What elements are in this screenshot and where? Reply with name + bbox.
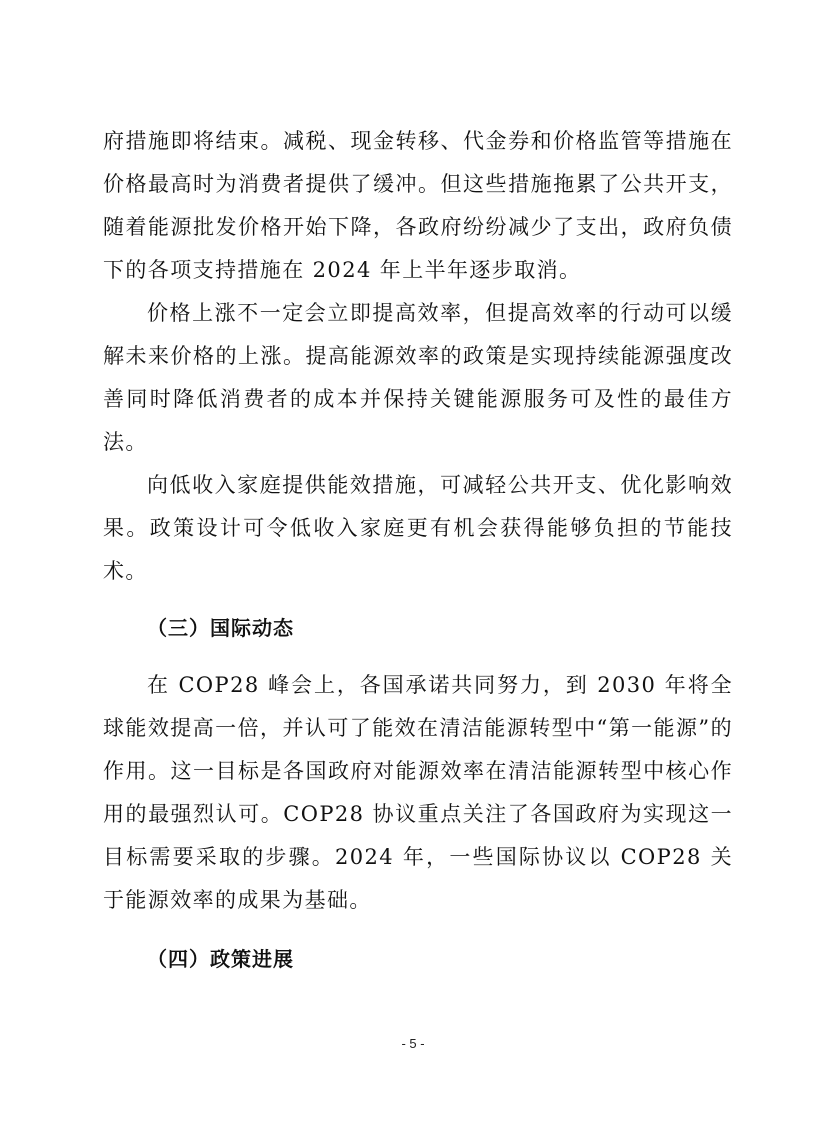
spacer [103,593,733,607]
section-heading-international: （三）国际动态 [147,616,294,640]
spacer [103,650,733,664]
page-number: - 5 - [401,1036,425,1051]
paragraph-cop28: 在 COP28 峰会上，各国承诺共同努力，到 2030 年将全球能效提高一倍，并认可了能效在清洁能源转型中“第一能源”的作用。这一目标是各国政府对能源效率在清洁能源转型中核心作用的最强烈认可。COP28 协议重点关注了各国政府为实现这一目标需要采取的步骤。2024 年，一些国际协议以 COP28 关于能源效率的成果为基础。 [103,673,733,912]
section-heading-policy-progress: （四）政策进展 [147,947,294,971]
spacer [103,922,733,938]
document-body [103,120,733,981]
paragraph-price-efficiency: 价格上涨不一定会立即提高效率，但提高效率的行动可以缓解未来价格的上涨。提高能源效率的政策是实现持续能源强度改善同时降低消费者的成本并保持关键能源服务可及性的最佳方法。 [103,301,733,454]
paragraph-support-measures: 府措施即将结束。减税、现金转移、代金券和价格监管等措施在价格最高时为消费者提供了缓冲。但这些措施拖累了公共开支，随着能源批发价格开始下降，各政府纷纷减少了支出，政府负债下的各项支持措施在 2024 年上半年逐步取消。 [103,129,733,282]
paragraph-low-income: 向低收入家庭提供能效措施，可减轻公共开支、优化影响效果。政策设计可令低收入家庭更有机会获得能够负担的节能技术。 [103,473,733,583]
